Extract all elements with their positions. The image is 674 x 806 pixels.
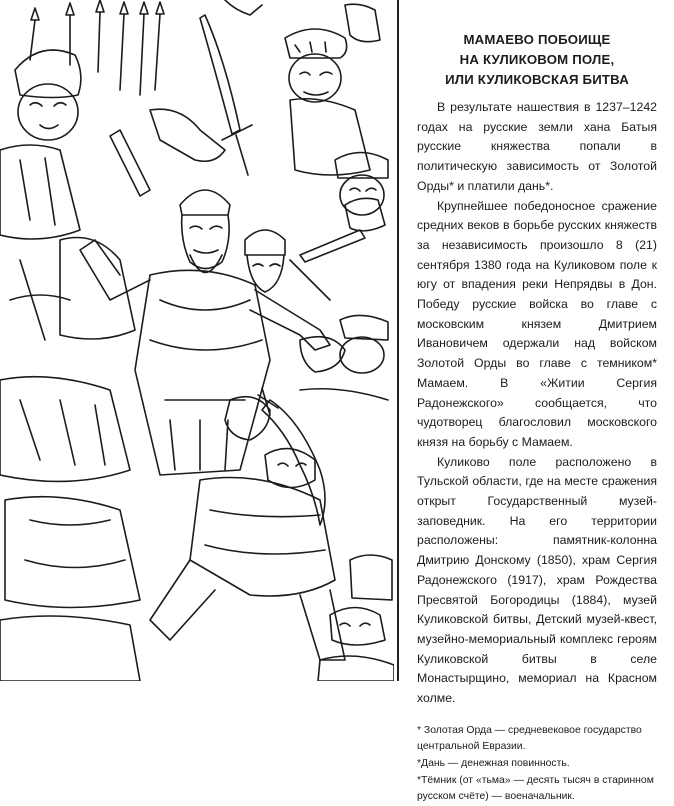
footnote-golden-horde: * Золотая Орда — средневековое государство центральной Евразии.	[417, 724, 642, 753]
lower-warrior	[150, 397, 345, 660]
warrior-top-right	[225, 0, 380, 175]
footnote-temnik: *Тёмник (от «тьма» — десять тысяч в старинном русском счёте) — военачальник.	[417, 774, 654, 803]
article-column	[417, 30, 657, 806]
paragraph-museum: Куликово поле расположено в Тульской области, где на месте сражения открыт Государственный музей-заповедник. На его территории расположены: памятник-колонна Дмитрию Донскому (1850), храм Сергия Радонежского (1917), храм Рождества Пресвятой Богородицы (1884), музей Куликовской битвы, Детский музей-квест, музейно-мемориальный комплекс героям Куликовской битвы в селе Монастырщино, мемориал на Красном холме.	[417, 454, 657, 706]
paragraph-invasion: В результате нашествия в 1237–1242 годах на русские земли хана Батыя русские княжества попали в политическую зависимость от Золотой Орды* и платили дань*.	[417, 100, 657, 193]
title-line: МАМАЕВО ПОБОИЩЕ	[463, 32, 611, 47]
spears	[30, 0, 164, 95]
central-warrior	[80, 190, 330, 475]
article-title	[417, 30, 657, 90]
footnotes	[417, 723, 657, 806]
bottom-right-figures	[318, 555, 394, 681]
title-line: НА КУЛИКОВОМ ПОЛЕ,	[459, 52, 615, 67]
coloring-line-art	[0, 0, 394, 681]
title-line: ИЛИ КУЛИКОВСКАЯ БИТВА	[445, 72, 629, 87]
right-soldiers	[290, 153, 388, 401]
footnote-tribute: *Дань — денежная повинность.	[417, 757, 570, 769]
raised-sword	[150, 15, 252, 175]
helmeted-warrior	[245, 198, 385, 292]
column-divider	[397, 0, 399, 681]
paragraph-battle: Крупнейшее победоносное сражение средних веков в борьбе русских княжеств за независимость произошло 8 (21) сентября 1380 года на Куликовом поле к югу от впадения реки Непрядвы в Дон. Победу русские войска во главе с московским князем Дмитрием Ивановичем одержали над войском Золотой Орды во главе с темником* Мамаем. В «Житии Сергия Радонежского» сообщается, что чудотворец благословил московского князя на борьбу с Мамаем.	[417, 198, 657, 449]
warrior-left	[0, 50, 81, 239]
battle-illustration	[0, 0, 394, 681]
